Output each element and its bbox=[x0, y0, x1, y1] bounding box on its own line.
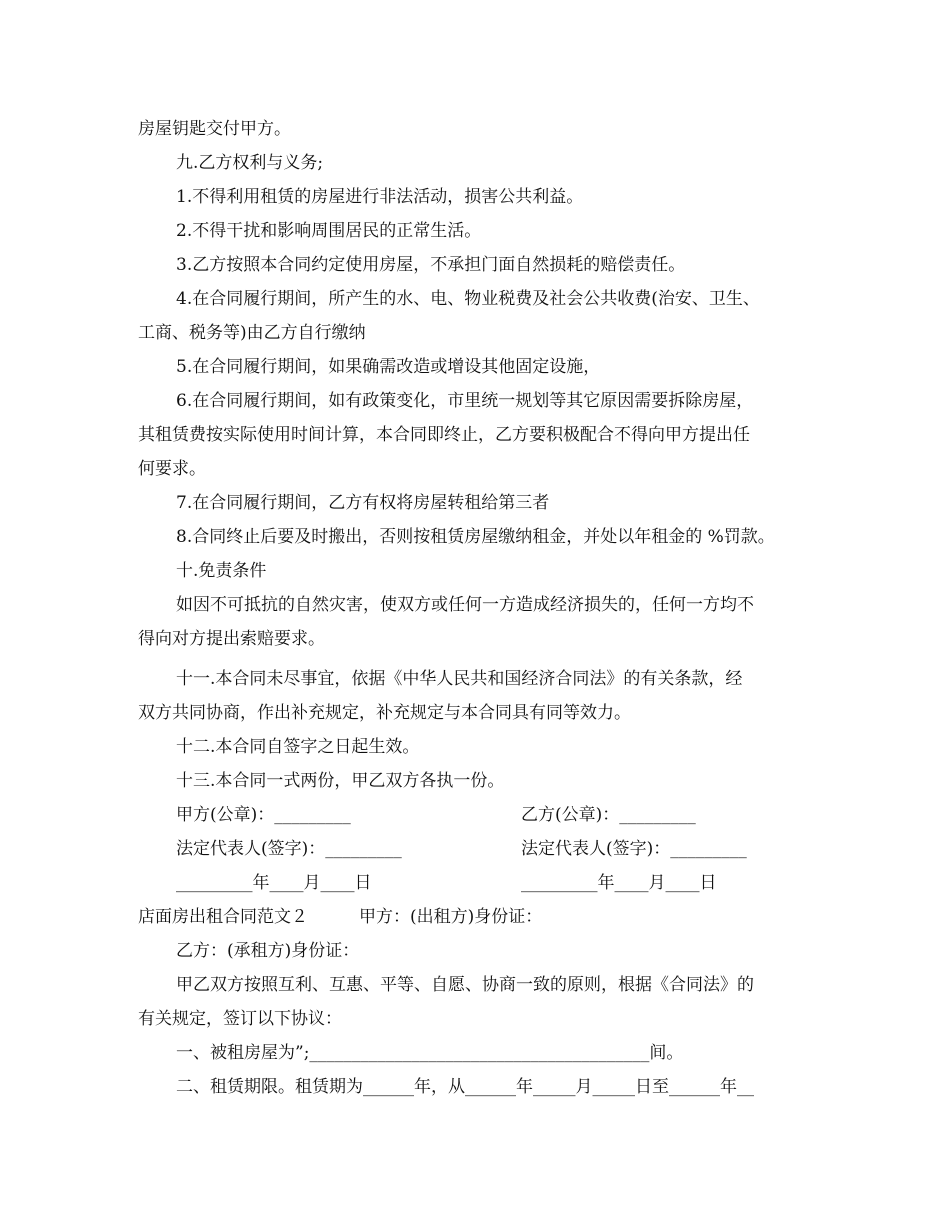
paragraph-text: 得向对方提出索赔要求。 bbox=[138, 629, 325, 649]
paragraph-line bbox=[0, 214, 950, 248]
paragraph-text: 有关规定，签订以下协议： bbox=[138, 1009, 342, 1029]
paragraph-text: 九.乙方权利与义务; bbox=[176, 153, 324, 173]
second-contract-heading-line bbox=[0, 900, 950, 934]
signature-row bbox=[0, 832, 950, 866]
lessee-seal-field: 乙方(公章)：_________ bbox=[521, 805, 696, 825]
lessor-date-field: _________年____月____日 bbox=[176, 873, 372, 893]
lessor-id-line: 甲方：(出租方)身份证： bbox=[359, 907, 543, 927]
paragraph-text: 何要求。 bbox=[138, 459, 206, 479]
signature-row bbox=[0, 866, 950, 900]
paragraph-line bbox=[0, 282, 950, 316]
paragraph-text: 一、被租房屋为”;________________________________________间。 bbox=[176, 1043, 684, 1063]
paragraph-text: 十三.本合同一式两份，甲乙双方各执一份。 bbox=[176, 771, 505, 791]
paragraph-text: 工商、税务等)由乙方自行缴纳 bbox=[138, 323, 366, 343]
paragraph-line bbox=[0, 112, 950, 146]
paragraph-line bbox=[0, 1036, 950, 1070]
paragraph-text: 二、租赁期限。租赁期为______年，从______年_____月_____日至______年__ bbox=[176, 1077, 754, 1097]
paragraph-line bbox=[0, 934, 950, 968]
paragraph-line bbox=[0, 764, 950, 798]
paragraph-line bbox=[0, 146, 950, 180]
paragraph-text: 1.不得利用租赁的房屋进行非法活动，损害公共利益。 bbox=[176, 187, 584, 207]
second-contract-title: 店面房出租合同范文２ bbox=[138, 907, 308, 927]
paragraph-text: 其租赁费按实际使用时间计算，本合同即终止，乙方要积极配合不得向甲方提出任 bbox=[138, 425, 750, 445]
paragraph-text: 6.在合同履行期间，如有政策变化，市里统一规划等其它原因需要拆除房屋， bbox=[176, 391, 754, 411]
paragraph-text: 乙方：(承租方)身份证： bbox=[176, 941, 360, 961]
lessor-representative-field: 法定代表人(签字)：_________ bbox=[176, 839, 402, 859]
paragraph-line bbox=[0, 730, 950, 764]
paragraph-line bbox=[0, 968, 950, 1002]
lessee-date-field: _________年____月____日 bbox=[521, 873, 717, 893]
paragraph-line bbox=[0, 696, 950, 730]
lessee-representative-field: 法定代表人(签字)：_________ bbox=[521, 839, 747, 859]
paragraph-line bbox=[0, 588, 950, 622]
lessor-seal-field: 甲方(公章)：_________ bbox=[176, 805, 351, 825]
paragraph-text: 十二.本合同自签字之日起生效。 bbox=[176, 737, 420, 757]
signature-row bbox=[0, 798, 950, 832]
paragraph-text: 7.在合同履行期间，乙方有权将房屋转租给第三者 bbox=[176, 493, 550, 513]
paragraph-text: 十.免责条件 bbox=[176, 561, 267, 581]
paragraph-text: 甲乙双方按照互利、互惠、平等、自愿、协商一致的原则，根据《合同法》的 bbox=[176, 975, 754, 995]
paragraph-line bbox=[0, 554, 950, 588]
paragraph-line bbox=[0, 662, 950, 696]
paragraph-text: 双方共同协商，作出补充规定，补充规定与本合同具有同等效力。 bbox=[138, 703, 631, 723]
paragraph-line bbox=[0, 418, 950, 452]
paragraph-line bbox=[0, 452, 950, 486]
paragraph-text: 十一.本合同未尽事宜，依据《中华人民共和国经济合同法》的有关条款，经 bbox=[176, 669, 743, 689]
paragraph-line bbox=[0, 248, 950, 282]
paragraph-line bbox=[0, 1070, 950, 1104]
paragraph-line bbox=[0, 520, 950, 554]
paragraph-text: 5.在合同履行期间，如果确需改造或增设其他固定设施， bbox=[176, 357, 601, 377]
paragraph-text: 房屋钥匙交付甲方。 bbox=[138, 119, 291, 139]
paragraph-line bbox=[0, 1002, 950, 1036]
paragraph-line bbox=[0, 384, 950, 418]
paragraph-line bbox=[0, 622, 950, 656]
paragraph-line bbox=[0, 350, 950, 384]
paragraph-line bbox=[0, 486, 950, 520]
paragraph-line bbox=[0, 316, 950, 350]
paragraph-text: 如因不可抵抗的自然灾害，使双方或任何一方造成经济损失的，任何一方均不 bbox=[176, 595, 754, 615]
paragraph-text: 2.不得干扰和影响周围居民的正常生活。 bbox=[176, 221, 482, 241]
paragraph-text: 8.合同终止后要及时搬出，否则按租赁房屋缴纳租金，并处以年租金的 %罚款。 bbox=[176, 527, 775, 547]
paragraph-text: 4.在合同履行期间，所产生的水、电、物业税费及社会公共收费(治安、卫生、 bbox=[176, 289, 760, 309]
paragraph-text: 3.乙方按照本合同约定使用房屋，不承担门面自然损耗的赔偿责任。 bbox=[176, 255, 686, 275]
paragraph-line bbox=[0, 180, 950, 214]
